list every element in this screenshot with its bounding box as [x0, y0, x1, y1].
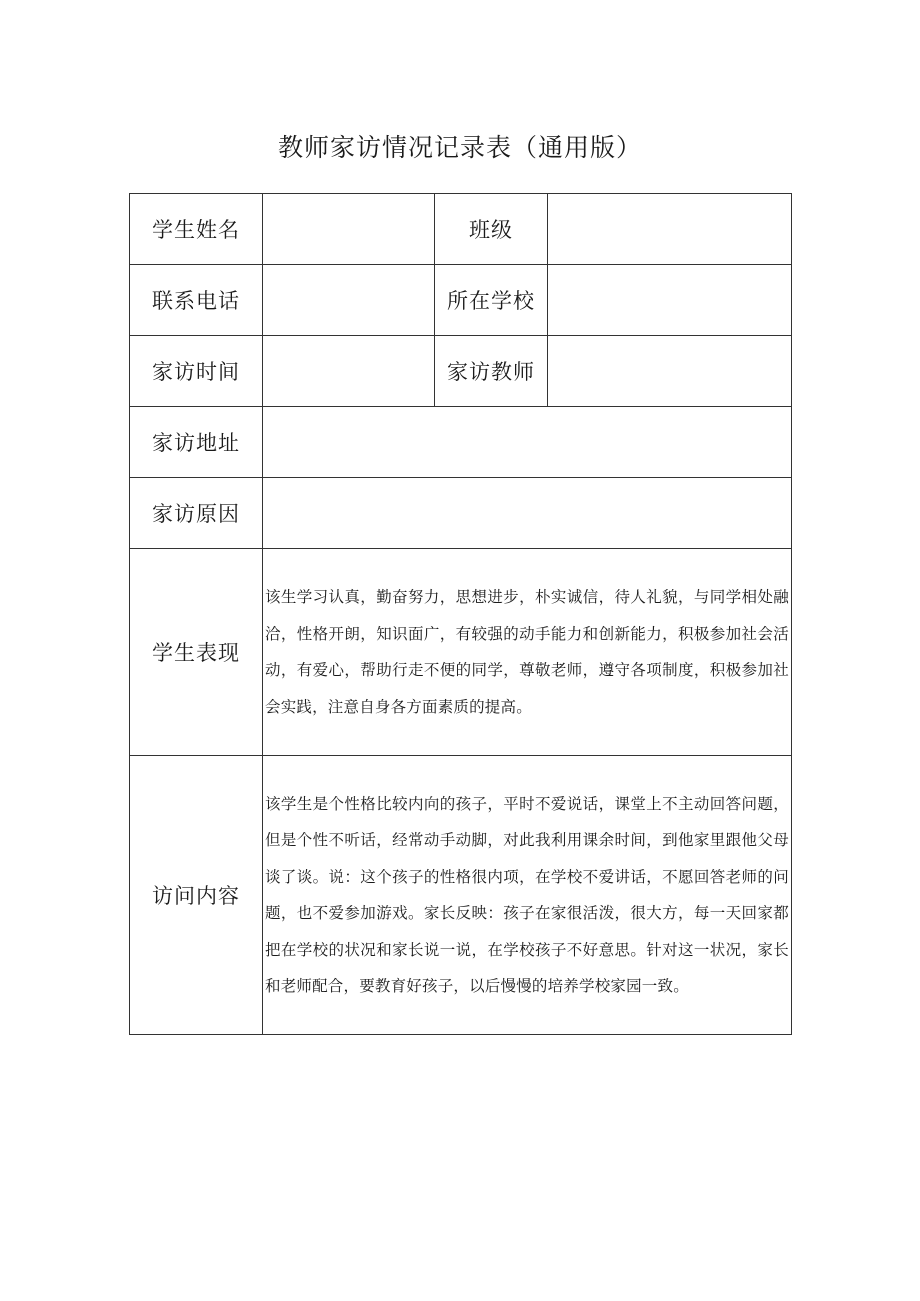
performance-text: 该生学习认真，勤奋努力，思想进步，朴实诚信，待人礼貌，与同学相处融洽，性格开朗，知识面广，有较强的动手能力和创新能力，积极参加社会活动，有爱心，帮助行走不便的同学，尊敬老师，遵守各项制度，积极参加社会实践，注意自身各方面素质的提高。 [265, 588, 789, 716]
school-label: 所在学校 [435, 265, 548, 336]
phone-label: 联系电话 [130, 265, 263, 336]
visit-content-cell [263, 756, 792, 1035]
visit-time-label: 家访时间 [130, 336, 263, 407]
row-student-name [130, 194, 792, 265]
reason-field[interactable] [263, 478, 792, 549]
visit-teacher-label: 家访教师 [435, 336, 548, 407]
address-label: 家访地址 [130, 407, 263, 478]
page-title: 教师家访情况记录表（通用版） [277, 133, 642, 162]
student-name-label: 学生姓名 [130, 194, 263, 265]
visit-content-label: 访问内容 [130, 756, 263, 1035]
student-name-field[interactable] [263, 194, 435, 265]
row-reason [130, 478, 792, 549]
class-label: 班级 [435, 194, 548, 265]
row-visit-content [130, 756, 792, 1035]
home-visit-form [129, 193, 792, 1035]
class-field[interactable] [548, 194, 792, 265]
row-address [130, 407, 792, 478]
visit-teacher-field[interactable] [548, 336, 792, 407]
performance-cell [263, 549, 792, 756]
performance-label: 学生表现 [130, 549, 263, 756]
school-field[interactable] [548, 265, 792, 336]
visit-time-field[interactable] [263, 336, 435, 407]
row-phone [130, 265, 792, 336]
row-visit-time [130, 336, 792, 407]
address-field[interactable] [263, 407, 792, 478]
phone-field[interactable] [263, 265, 435, 336]
reason-label: 家访原因 [130, 478, 263, 549]
row-performance [130, 549, 792, 756]
visit-content-text: 该学生是个性格比较内向的孩子，平时不爱说话，课堂上不主动回答问题，但是个性不听话，经常动手动脚，对此我利用课余时间，到他家里跟他父母谈了谈。说：这个孩子的性格很内项，在学校不爱讲话，不愿回答老师的问题，也不爱参加游戏。家长反映：孩子在家很活泼，很大方，每一天回家都把在学校的状况和家长说一说，在学校孩子不好意思。针对这一状况，家长和老师配合，要教育好孩子，以后慢慢的培养学校家园一致。 [265, 794, 789, 995]
